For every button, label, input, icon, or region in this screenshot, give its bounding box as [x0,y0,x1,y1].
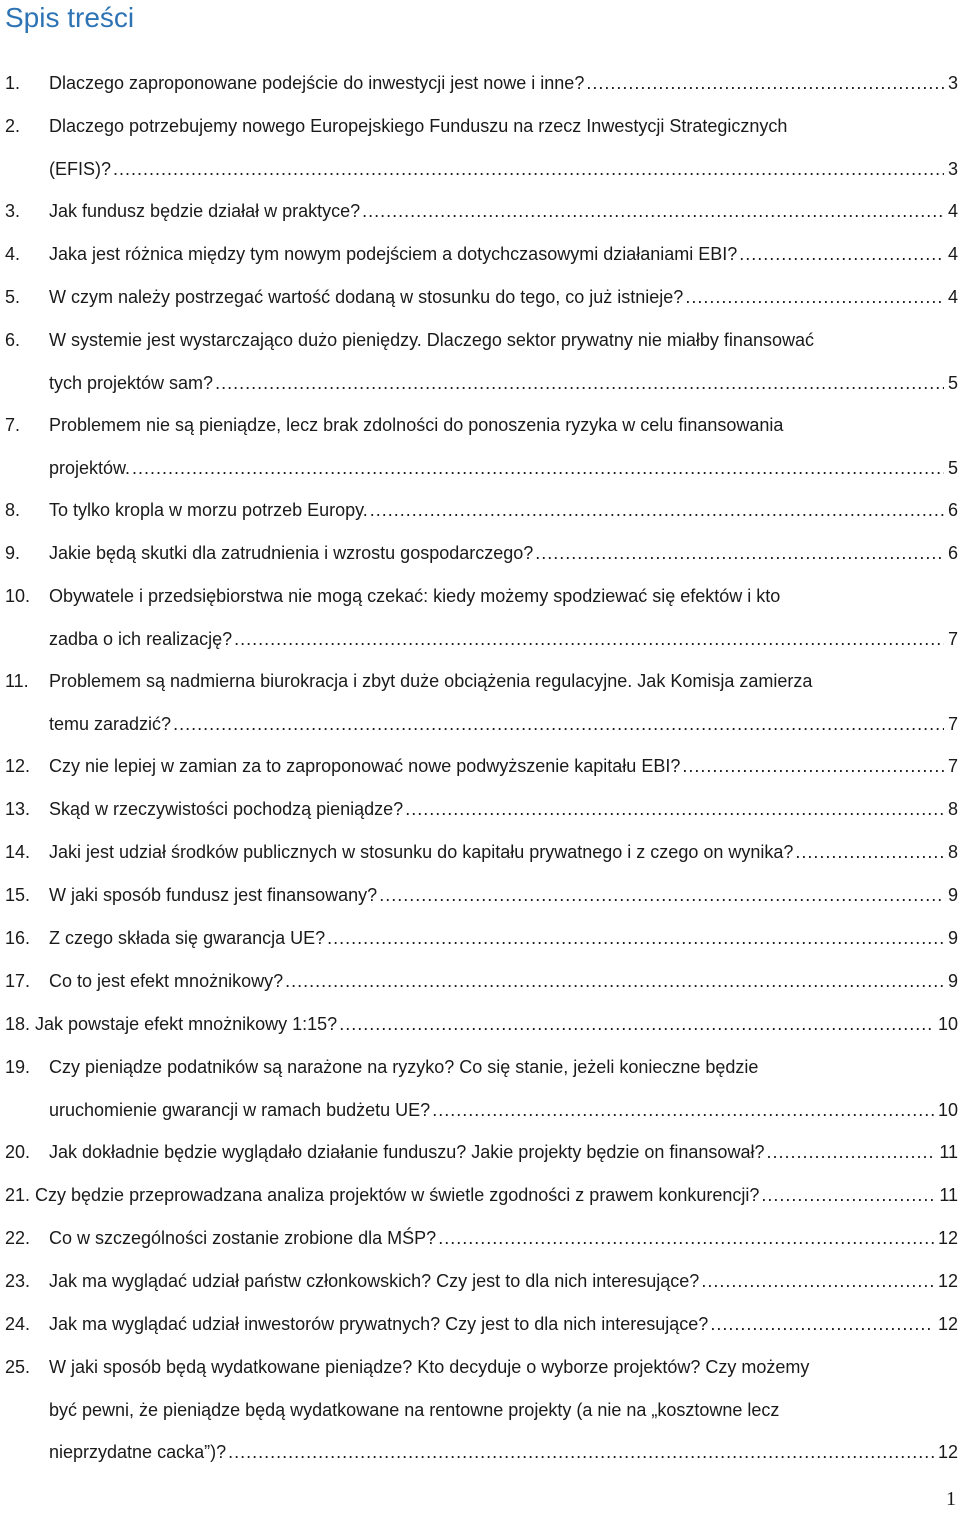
dot-leader [379,874,944,917]
toc-entry-text: Dlaczego zaproponowane podejście do inwestycji jest nowe i inne? [49,62,586,105]
toc-entry-text: Czy pieniądze podatników są narażone na ryzyko? Co się stanie, jeżeli konieczne będzie [49,1057,759,1077]
toc-entry-text: Jak fundusz będzie działał w praktyce? [49,190,362,233]
dot-leader [285,960,944,1003]
toc-entry-page: 4 [947,244,958,264]
toc-entry-text: Czy nie lepiej w zamian za to zaproponować nowe podwyższenie kapitału EBI? [49,745,682,788]
toc-entry-page: 9 [947,885,958,905]
dot-leader [535,532,944,575]
dot-leader [113,148,944,190]
toc-entry-text: Jaki jest udział środków publicznych w stosunku do kapitału prywatnego i z czego on wynika? [49,831,795,874]
toc-entry[interactable] [0,1303,960,1346]
toc-entry[interactable] [0,276,960,319]
toc-entry-text: Jak dokładnie będzie wyglądało działanie funduszu? Jakie projekty będzie on finansował? [49,1131,766,1174]
toc-entry[interactable] [0,1131,960,1174]
toc-entry-page: 7 [947,714,958,734]
dot-leader [370,489,944,532]
toc-entry[interactable] [0,1003,960,1046]
toc-entry-number: 4. [5,244,21,264]
toc-entry-text: tych projektów sam? [49,362,215,404]
toc-entry-page: 7 [947,756,958,776]
toc-entry-number: 22. [5,1228,31,1248]
toc-entry-text: być pewni, że pieniądze będą wydatkowane na rentowne projekty (a nie na „kosztowne lecz [49,1400,780,1420]
toc-entry-number: 10. [5,586,31,606]
toc-entry-text: W jaki sposób będą wydatkowane pieniądze? Kto decyduje o wyborze projektów? Czy możemy [49,1357,810,1377]
dot-leader [766,1131,935,1174]
toc-entry-page: 11 [939,1185,958,1205]
toc-entry-text: Z czego składa się gwarancja UE? [49,917,327,960]
toc-entry-text: zadba o ich realizację? [49,618,234,660]
toc-entry-page: 9 [947,971,958,991]
toc-entry-number: 1. [5,73,21,93]
toc-entry-text: Jakie będą skutki dla zatrudnienia i wzrostu gospodarczego? [49,532,535,575]
toc-entry-number: 12. [5,756,31,776]
toc-entry-page: 5 [947,458,958,478]
toc-entry-number: 24. [5,1314,31,1334]
toc-entry-text: nieprzydatne cacka”)? [49,1431,228,1473]
toc-entry-page: 3 [947,159,958,179]
dot-leader [173,703,944,745]
toc-entry[interactable] [0,532,960,575]
toc-entry-number: 8. [5,500,21,520]
dot-leader [586,62,944,105]
toc-entry-text: W czym należy postrzegać wartość dodaną w stosunku do tego, co już istnieje? [49,276,685,319]
toc-entry-text: Dlaczego potrzebujemy nowego Europejskiego Funduszu na rzecz Inwestycji Strategicznych [49,116,788,136]
toc-entry-number: 11. [5,671,29,691]
toc-entry-text: uruchomienie gwarancji w ramach budżetu UE? [49,1089,432,1131]
toc-entry-text: temu zaradzić? [49,703,173,745]
toc-entry-page: 5 [947,373,958,393]
toc-entry[interactable] [0,575,960,660]
toc-entry-number: 17. [5,971,31,991]
toc-entry-number: 16. [5,928,31,948]
toc-entry-page: 12 [937,1271,958,1291]
toc-entry-number: 2. [5,116,21,136]
toc-entry[interactable] [0,1260,960,1303]
dot-leader [132,447,944,489]
toc-entry-page: 8 [947,842,958,862]
dot-leader [438,1217,934,1260]
toc-entry-number: 9. [5,543,21,563]
dot-leader [761,1174,935,1217]
toc-entry[interactable] [0,660,960,745]
toc-entry-number: 25. [5,1357,31,1377]
toc-entry-number: 14. [5,842,31,862]
toc-entry[interactable] [0,960,960,1003]
toc-entry-number: 19. [5,1057,31,1077]
page-number: 1 [946,1488,956,1510]
toc-entry-page: 12 [937,1228,958,1248]
toc-entry-text: Skąd w rzeczywistości pochodzą pieniądze? [49,788,405,831]
toc-entry-text: To tylko kropla w morzu potrzeb Europy. [49,489,370,532]
toc-entry-page: 10 [937,1014,958,1034]
toc-entry-text: W systemie jest wystarczająco dużo pieniędzy. Dlaczego sektor prywatny nie miałby finansować [49,330,814,350]
toc-entry[interactable] [0,319,960,404]
dot-leader [362,190,944,233]
toc-entry-number: 20. [5,1142,31,1162]
toc-entry-page: 4 [947,201,958,221]
toc-entry-text: Co w szczególności zostanie zrobione dla MŚP? [49,1217,438,1260]
toc-entry[interactable] [0,489,960,532]
dot-leader [327,917,944,960]
toc-entry-page: 7 [947,629,958,649]
toc-entry-text: Jak ma wyglądać udział państw członkowskich? Czy jest to dla nich interesujące? [49,1260,701,1303]
toc-entry-page: 12 [937,1442,958,1462]
toc-entry-page: 8 [947,799,958,819]
dot-leader [710,1303,934,1346]
dot-leader [682,745,944,788]
toc-entry-text: Jak ma wyglądać udział inwestorów prywatnych? Czy jest to dla nich interesujące? [49,1303,710,1346]
toc-entry[interactable] [0,1217,960,1260]
toc-entry-text: W jaki sposób fundusz jest finansowany? [49,874,379,917]
toc-entry[interactable] [0,874,960,917]
dot-leader [432,1089,934,1131]
dot-leader [234,618,944,660]
toc-entry-page: 3 [947,73,958,93]
toc-entry-number: 5. [5,287,21,307]
toc-entry-text: Co to jest efekt mnożnikowy? [49,960,285,1003]
dot-leader [405,788,944,831]
toc-entry-text: Problemem nie są pieniądze, lecz brak zdolności do ponoszenia ryzyka w celu finansowania [49,415,784,435]
toc-entry[interactable] [0,1046,960,1131]
dot-leader [228,1431,934,1473]
toc-entry-text: Problemem są nadmierna biurokracja i zbyt duże obciążenia regulacyjne. Jak Komisja zamierza [49,671,813,691]
toc-entry[interactable] [0,745,960,788]
dot-leader [685,276,944,319]
toc-entry[interactable] [0,788,960,831]
dot-leader [701,1260,934,1303]
toc-entry[interactable] [0,190,960,233]
toc-entry[interactable] [0,233,960,276]
toc-entry-text: projektów. [49,447,132,489]
toc-entry-text: Jaka jest różnica między tym nowym podejściem a dotychczasowymi działaniami EBI? [49,233,739,276]
toc-entry-text: 21. Czy będzie przeprowadzana analiza projektów w świetle zgodności z prawem konkurencji? [5,1174,761,1217]
toc-entry[interactable] [0,917,960,960]
toc-entry-number: 15. [5,885,31,905]
toc-entry-page: 6 [947,543,958,563]
dot-leader [739,233,944,276]
toc-entry-page: 4 [947,287,958,307]
toc-entry-page: 10 [937,1100,958,1120]
toc-entry[interactable] [0,62,960,105]
toc-entry-page: 9 [947,928,958,948]
toc-entry-text: (EFIS)? [49,148,113,190]
toc-entry-number: 23. [5,1271,31,1291]
toc-entry-page: 12 [937,1314,958,1334]
toc-entry-text: 18. Jak powstaje efekt mnożnikowy 1:15? [5,1003,339,1046]
toc-entry[interactable] [0,404,960,489]
toc-entry[interactable] [0,1174,960,1217]
dot-leader [795,831,944,874]
toc-title: Spis treści [5,2,135,33]
toc-entry[interactable] [0,831,960,874]
toc-entry-number: 3. [5,201,21,221]
toc-entry-number: 7. [5,415,21,435]
toc-entry-number: 13. [5,799,31,819]
dot-leader [215,362,944,404]
table-of-contents [0,62,960,1473]
dot-leader [339,1003,934,1046]
toc-entry-page: 6 [947,500,958,520]
toc-entry[interactable] [0,1346,960,1473]
toc-entry-text: Obywatele i przedsiębiorstwa nie mogą czekać: kiedy możemy spodziewać się efektów i kto [49,586,781,606]
toc-entry[interactable] [0,105,960,190]
toc-entry-page: 11 [939,1142,958,1162]
toc-entry-number: 6. [5,330,21,350]
